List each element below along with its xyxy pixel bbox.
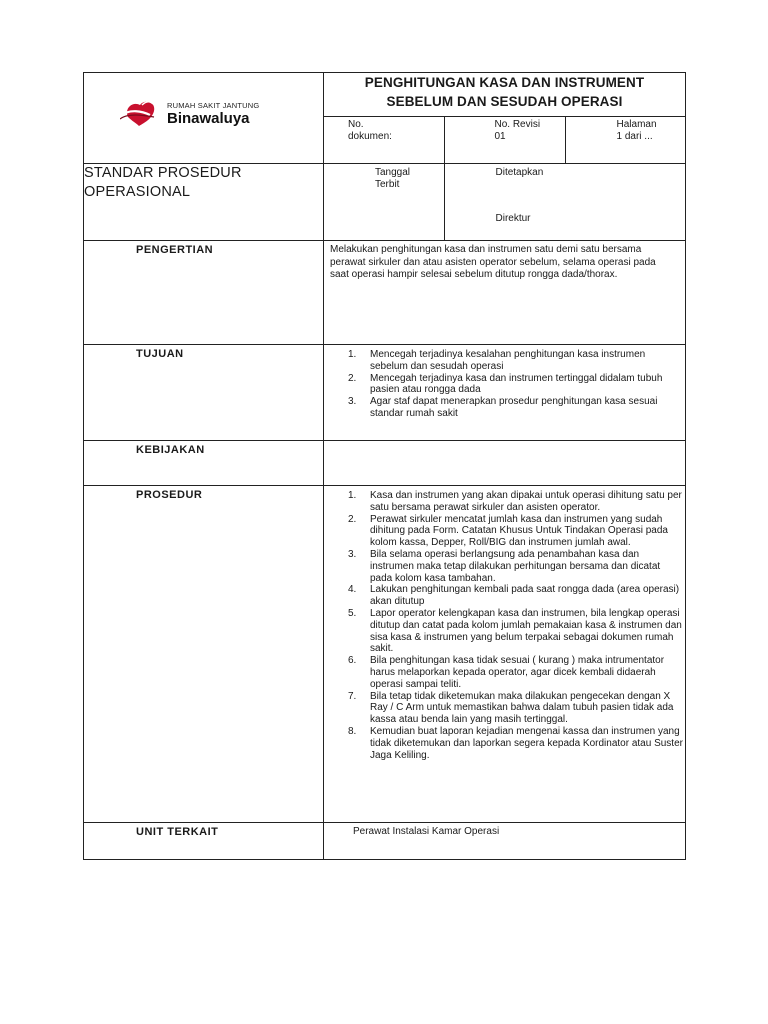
prosedur-content (324, 486, 686, 823)
tujuan-content (324, 345, 686, 441)
meta-cell (324, 117, 686, 164)
pengertian-label: PENGERTIAN (84, 241, 324, 345)
pengertian-text: Melakukan penghitungan kasa dan instrumen satu demi satu bersama perawat sirkuler dan atau asisten operator sebelum, selama operasi pada saat operasi hampir selesai sebelum ditutup rongga dada/thorax. (324, 241, 686, 345)
tanggal-terbit-label: Tanggal Terbit (375, 167, 411, 190)
title-line-1: PENGHITUNGAN KASA DAN INSTRUMENT (364, 75, 645, 90)
hospital-logo (120, 95, 280, 135)
list-item: 2. Perawat sirkuler mencatat jumlah kasa dan instrumen yang sudah dihitung pada Form. Catatan Khusus Untuk Tindakan Operasi pada kolom kassa, Depper, Roll/BIG dan instrumen jumlah awal. (348, 513, 668, 549)
list-item: 3. Agar staf dapat menerapkan prosedur penghitungan kasa sesuai standar rumah sakit (348, 396, 658, 419)
hospital-name: Binawaluya (167, 110, 250, 127)
list-item: 2. Mencegah terjadinya kasa dan instrumen tertinggal didalam tubuh pasien atau rongga dada (348, 372, 663, 396)
kebijakan-label: KEBIJAKAN (84, 441, 324, 486)
ditetapkan-cell (444, 164, 685, 240)
hospital-type-label: RUMAH SAKIT JANTUNG (167, 101, 260, 110)
list-item: 6. Bila penghitungan kasa tidak sesuai ( kurang ) maka intrumentator harus melaporkan kepada operator, agar dicek kembali didaerah operasi sampai teliti. (348, 655, 665, 690)
unit-terkait-text: Perawat Instalasi Kamar Operasi (324, 823, 686, 860)
list-item: 1. Mencegah terjadinya kesalahan penghitungan kasa instrumen sebelum dan sesudah operasi (348, 349, 646, 372)
sop-document (83, 72, 685, 857)
prosedur-list (324, 490, 685, 761)
document-title (324, 73, 686, 117)
list-item: 4. Lakukan penghitungan kembali pada saat rongga dada (area operasi) akan ditutup (348, 584, 680, 608)
prosedur-label: PROSEDUR (84, 486, 324, 823)
meta-grid (324, 117, 685, 163)
halaman-label: Halaman (616, 119, 657, 130)
sop-table (83, 72, 686, 860)
tanggal-grid (324, 164, 685, 240)
halaman-value: 1 dari ... (616, 131, 653, 142)
tujuan-list (324, 349, 685, 420)
no-revisi-cell (444, 117, 565, 163)
list-item: 3. Bila selama operasi berlangsung ada penambahan kasa dan instrumen maka tetap dilakukan perhitungan bersama dan dicatat pada kolom kasa tambahan. (348, 548, 661, 584)
tanggal-cell (324, 164, 686, 241)
kebijakan-text (324, 441, 686, 486)
direktur-label: Direktur (495, 213, 531, 224)
heart-logo-icon (120, 95, 166, 131)
list-item: 7. Bila tetap tidak diketemukan maka dilakukan pengecekan dengan X Ray / C Arm untuk memastikan bahwa dalam tubuh pasien tidak ada kassa atau benda lain yang masih tertinggal. (348, 690, 674, 726)
ditetapkan-label: Ditetapkan (495, 167, 544, 178)
title-line-2: SEBELUM DAN SESUDAH OPERASI (386, 94, 623, 109)
no-revisi-value: 01 (494, 131, 506, 142)
list-item: 8. Kemudian buat laporan kejadian mengenai kassa dan instrumen yang tidak diketemukan dan laporkan segera kepada Kordinator atau Suster Jaga Keliling. (348, 725, 683, 761)
logo-cell (84, 73, 324, 164)
spo-title: STANDAR PROSEDUR OPERASIONAL (84, 164, 324, 241)
halaman-cell (565, 117, 685, 163)
unit-terkait-label: UNIT TERKAIT (84, 823, 324, 860)
no-dokumen-label: No. dokumen: (348, 119, 392, 142)
tujuan-label: TUJUAN (84, 345, 324, 441)
no-dokumen-cell (324, 117, 444, 163)
list-item: 5. Lapor operator kelengkapan kasa dan instrumen, bila lengkap operasi ditutup dan catat pada kolom jumlah pemakaian kasa & instrumen dan sisa kasa & instrumen yang belum terpakai sebagai dokumen rumah sakit. (348, 607, 682, 655)
tanggal-terbit-cell (324, 164, 444, 240)
no-revisi-label: No. Revisi (494, 119, 541, 130)
list-item: 1. Kasa dan instrumen yang akan dipakai untuk operasi dihitung satu per satu bersama perawat sirkuler dan asisten operator. (348, 490, 682, 513)
